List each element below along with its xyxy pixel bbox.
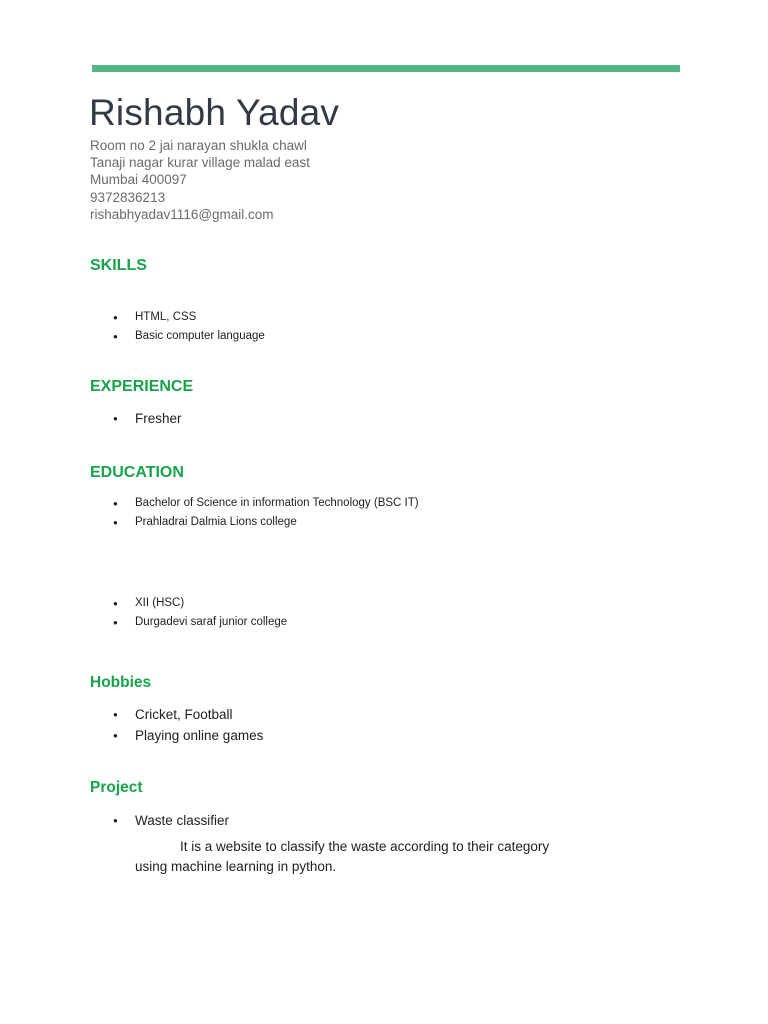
list-item: ● HTML, CSS: [0, 308, 265, 327]
experience-list: [0, 408, 182, 429]
list-item: ● XII (HSC): [0, 594, 287, 613]
address-line-2: Tanaji nagar kurar village malad east: [90, 155, 310, 171]
experience-heading: EXPERIENCE: [90, 378, 194, 395]
list-item: ● Basic computer language: [0, 327, 265, 346]
list-item: ● Waste classifier: [0, 810, 229, 831]
skills-heading: SKILLS: [90, 257, 147, 274]
list-item: ● Fresher: [0, 408, 182, 429]
email-address: rishabhyadav1116@gmail.com: [90, 206, 274, 222]
education-list-school: [0, 594, 287, 632]
address-line-1: Room no 2 jai narayan shukla chawl: [90, 138, 307, 153]
address-city: Mumbai 400097: [90, 172, 187, 188]
education-list-degree: [0, 494, 419, 532]
contact-block: [90, 137, 310, 223]
hobbies-list: [0, 704, 263, 746]
hobbies-heading: Hobbies: [90, 674, 152, 691]
list-item: ● Durgadevi saraf junior college: [0, 613, 287, 632]
skills-list: [0, 308, 265, 346]
phone-number: 9372836213: [90, 189, 166, 205]
project-description: It is a website to classify the waste according to their category using machine learning in python.: [135, 839, 550, 874]
top-accent-rule: [92, 65, 680, 72]
project-list: [0, 810, 229, 831]
project-heading: Project: [90, 779, 143, 796]
list-item: ● Bachelor of Science in information Technology (BSC IT): [0, 494, 419, 513]
resume-name: Rishabh Yadav: [89, 92, 340, 133]
list-item: ● Cricket, Football: [0, 704, 263, 725]
education-heading: EDUCATION: [90, 464, 184, 481]
list-item: ● Playing online games: [0, 725, 263, 746]
list-item: ● Prahladrai Dalmia Lions college: [0, 513, 419, 532]
